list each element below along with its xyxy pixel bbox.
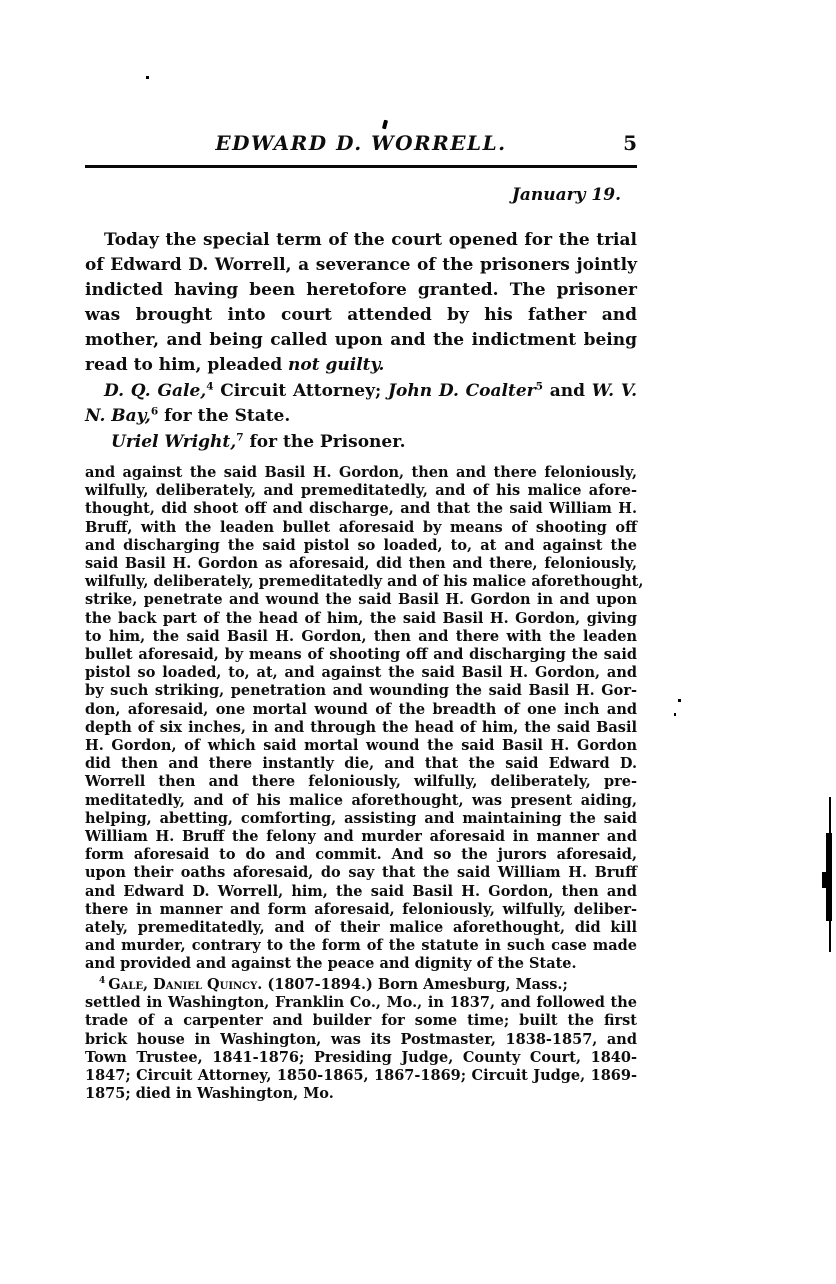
prisoner-counsel-paragraph xyxy=(85,430,637,455)
footnote-block xyxy=(85,976,637,1103)
footnote-line: settled in Washington, Franklin Co., Mo., in 1837, and followed the xyxy=(85,994,637,1012)
counsel-state-text: for the State. xyxy=(158,406,291,426)
indictment-line: wilfully, deliberately, premeditatedly and of his malice aforethought, xyxy=(85,573,644,591)
indictment-line: said Basil H. Gordon as aforesaid, did then and there, feloniously, xyxy=(85,555,637,573)
footnote-line: brick house in Washington, was its Postmaster, 1838-1857, and xyxy=(85,1030,637,1048)
footnote-first-line xyxy=(85,976,637,994)
scan-speck xyxy=(674,713,676,716)
counsel-bay-name: W. V. N. Bay, xyxy=(85,381,637,426)
indictment-line: pistol so loaded, to, at, and against the said Basil H. Gordon, and xyxy=(85,664,637,682)
opening-paragraph-text: Today the special term of the court opened for the trial of Edward D. Worrell, a severance of the prisoners jointly indicted having been heretofore granted. The prisoner was brought into court attended by his father and mother, and being called upon and the indictment being read to him, pleaded xyxy=(85,230,637,375)
scan-artifact-edge-line xyxy=(822,872,827,888)
opening-paragraph xyxy=(85,228,637,378)
indictment-line: meditatedly, and of his malice aforethought, was present aiding, xyxy=(85,791,637,809)
indictment-line: depth of six inches, in and through the head of him, the said Basil xyxy=(85,718,637,736)
indictment-line: ately, premeditatedly, and of their malice aforethought, did kill xyxy=(85,919,637,937)
footnote-lines xyxy=(85,994,637,1103)
counsel-coalter-name: John D. Coalter xyxy=(387,381,536,401)
indictment-line: did then and there instantly die, and that the said Edward D. xyxy=(85,755,637,773)
indictment-line: H. Gordon, of which said mortal wound the said Basil H. Gordon xyxy=(85,737,637,755)
footnote-ref-7: 7 xyxy=(236,431,244,444)
indictment-line: and discharging the said pistol so loaded, to, at and against the xyxy=(85,536,637,554)
scan-speck xyxy=(382,120,388,130)
indictment-line: wilfully, deliberately, and premeditatedly, and of his malice afore- xyxy=(85,482,637,500)
footnote-line: 1847; Circuit Attorney, 1850-1865, 1867-1869; Circuit Judge, 1869- xyxy=(85,1067,637,1085)
counsel-and-text: and xyxy=(542,381,592,401)
indictment-line: and Edward D. Worrell, him, the said Basil H. Gordon, then and xyxy=(85,882,637,900)
footnote-ref-5: 5 xyxy=(535,380,543,393)
indictment-line: Worrell then and there feloniously, wilfully, deliberately, pre- xyxy=(85,773,637,791)
state-counsel-paragraph xyxy=(85,379,637,429)
indictment-line: the back part of the head of him, the said Basil H. Gordon, giving xyxy=(85,609,637,627)
footnote-line: Town Trustee, 1841-1876; Presiding Judge, County Court, 1840- xyxy=(85,1048,637,1066)
footnote-marker-4: 4 xyxy=(99,976,106,987)
indictment-line: bullet aforesaid, by means of shooting off and discharging the said xyxy=(85,646,637,664)
indictment-line: and murder, contrary to the form of the statute in such case made xyxy=(85,937,637,955)
indictment-line: by such striking, penetration and wounding the said Basil H. Gor- xyxy=(85,682,637,700)
footnote-ref-6: 6 xyxy=(150,405,159,418)
page-number: 5 xyxy=(623,131,637,155)
indictment-line: there in manner and form aforesaid, feloniously, wilfully, deliber- xyxy=(85,900,637,918)
indictment-line: Bruff, with the leaden bullet aforesaid by means of shooting off xyxy=(85,518,637,536)
plea-italic-text: not guilty. xyxy=(288,355,385,375)
footnote-ref-4: 4 xyxy=(206,380,214,393)
indictment-line: don, aforesaid, one mortal wound of the breadth of one inch and xyxy=(85,700,637,718)
indictment-line: and provided and against the peace and dignity of the State. xyxy=(85,955,577,973)
footnote-line: 1875; died in Washington, Mo. xyxy=(85,1085,334,1103)
indictment-line: to him, the said Basil H. Gordon, then and there with the leaden xyxy=(85,627,637,645)
indictment-line: helping, abetting, comforting, assisting and maintaining the said xyxy=(85,809,637,827)
counsel-prisoner-text: for the Prisoner. xyxy=(243,432,406,452)
indictment-line: form aforesaid to do and commit. And so the jurors aforesaid, xyxy=(85,846,637,864)
counsel-wright-name: Uriel Wright, xyxy=(111,432,237,452)
page-title: EDWARD D. WORRELL. xyxy=(215,131,507,155)
indictment-line: thought, did shoot off and discharge, and that the said William H. xyxy=(85,500,637,518)
footnote-first-line-rest: (1807-1894.) Born Amesburg, Mass.; xyxy=(262,976,568,993)
header-rule xyxy=(85,165,637,168)
counsel-gale-role: Circuit Attorney; xyxy=(213,381,388,401)
indictment-line: William H. Bruff the felony and murder aforesaid in manner and xyxy=(85,828,637,846)
footnote-line: trade of a carpenter and builder for some time; built the first xyxy=(85,1012,637,1030)
scan-speck xyxy=(678,699,681,702)
indictment-line: and against the said Basil H. Gordon, then and there feloniously, xyxy=(85,464,637,481)
dateline: January 19. xyxy=(511,185,621,205)
indictment-line: strike, penetrate and wound the said Basil H. Gordon in and upon xyxy=(85,591,637,609)
running-header xyxy=(85,130,637,158)
footnote-name-smallcaps: Gale, Daniel Quincy. xyxy=(108,976,263,993)
counsel-gale-name: D. Q. Gale, xyxy=(104,381,207,401)
indictment-text-block xyxy=(85,464,644,974)
scan-speck xyxy=(146,76,149,79)
indictment-line: upon their oaths aforesaid, do say that the said William H. Bruff xyxy=(85,864,637,882)
